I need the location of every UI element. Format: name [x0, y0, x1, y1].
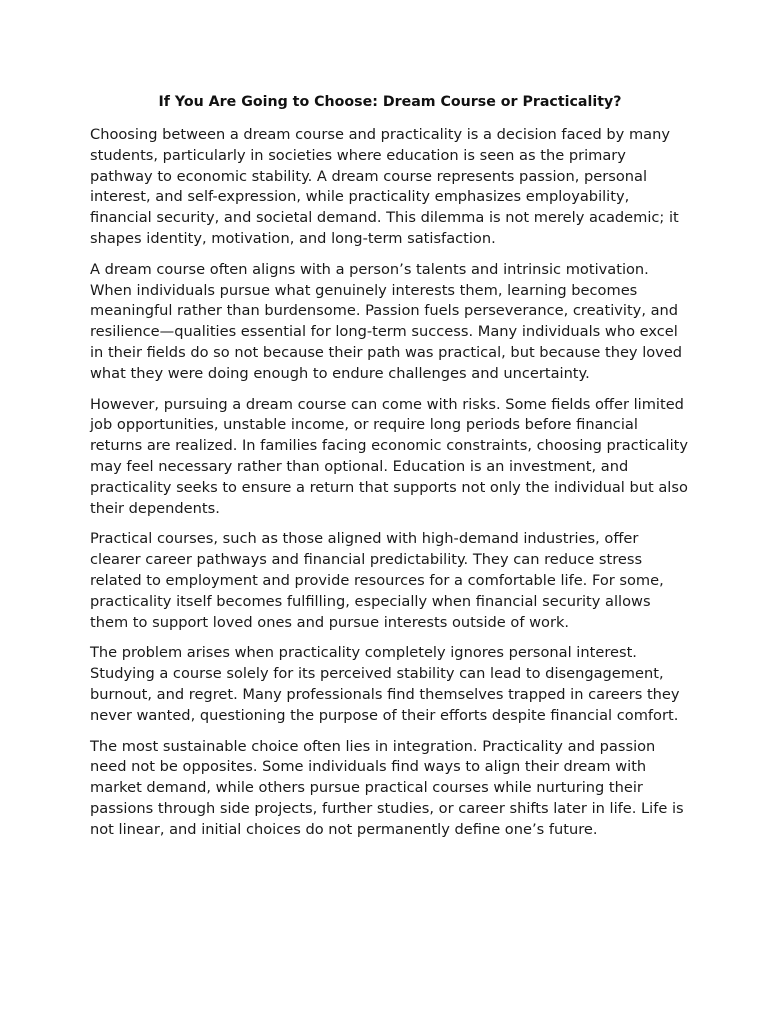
paragraph-problem: The problem arises when practicality completely ignores personal interest. Studying a course solely for its perceived stability can lead to disengagement, burnout, and regret. Many professionals find themselves trapped in careers they never wanted, questioning the purpose of their efforts despite financial comfort. [90, 644, 680, 724]
document-page [90, 93, 690, 851]
paragraph-dream-course: A dream course often aligns with a person’s talents and intrinsic motivation. When individuals pursue what genuinely interests them, learning becomes meaningful rather than burdensome. Passion fuels perseverance, creativity, and resilience—qualities essential for long-term success. Many individuals who excel in their fields do so not because their path was practical, but because they loved what they were doing enough to endure challenges and uncertainty. [90, 260, 683, 382]
document-title: If You Are Going to Choose: Dream Course or Practicality? [158, 94, 622, 110]
paragraph-risks: However, pursuing a dream course can come with risks. Some fields offer limited job opportunities, unstable income, or require long periods before financial returns are realized. In families facing economic constraints, choosing practicality may feel necessary rather than optional. Education is an investment, and practicality seeks to ensure a return that supports not only the individual but also their dependents. [90, 395, 688, 517]
paragraph-practical-courses: Practical courses, such as those aligned with high-demand industries, offer clearer career pathways and financial predictability. They can reduce stress related to employment and provide resources for a comfortable life. For some, practicality itself becomes fulfilling, especially when financial security allows them to support loved ones and pursue interests outside of work. [90, 530, 664, 631]
paragraph-intro: Choosing between a dream course and practicality is a decision faced by many students, particularly in societies where education is seen as the primary pathway to economic stability. A dream course represents passion, personal interest, and self-expression, while practicality emphasizes employability, financial security, and societal demand. This dilemma is not merely academic; it shapes identity, motivation, and long-term satisfaction. [90, 126, 679, 247]
paragraph-integration: The most sustainable choice often lies in integration. Practicality and passion need not be opposites. Some individuals find ways to align their dream with market demand, while others pursue practical courses while nurturing their passions through side projects, further studies, or career shifts later in life. Life is not linear, and initial choices do not permanently define one’s future. [90, 737, 684, 838]
